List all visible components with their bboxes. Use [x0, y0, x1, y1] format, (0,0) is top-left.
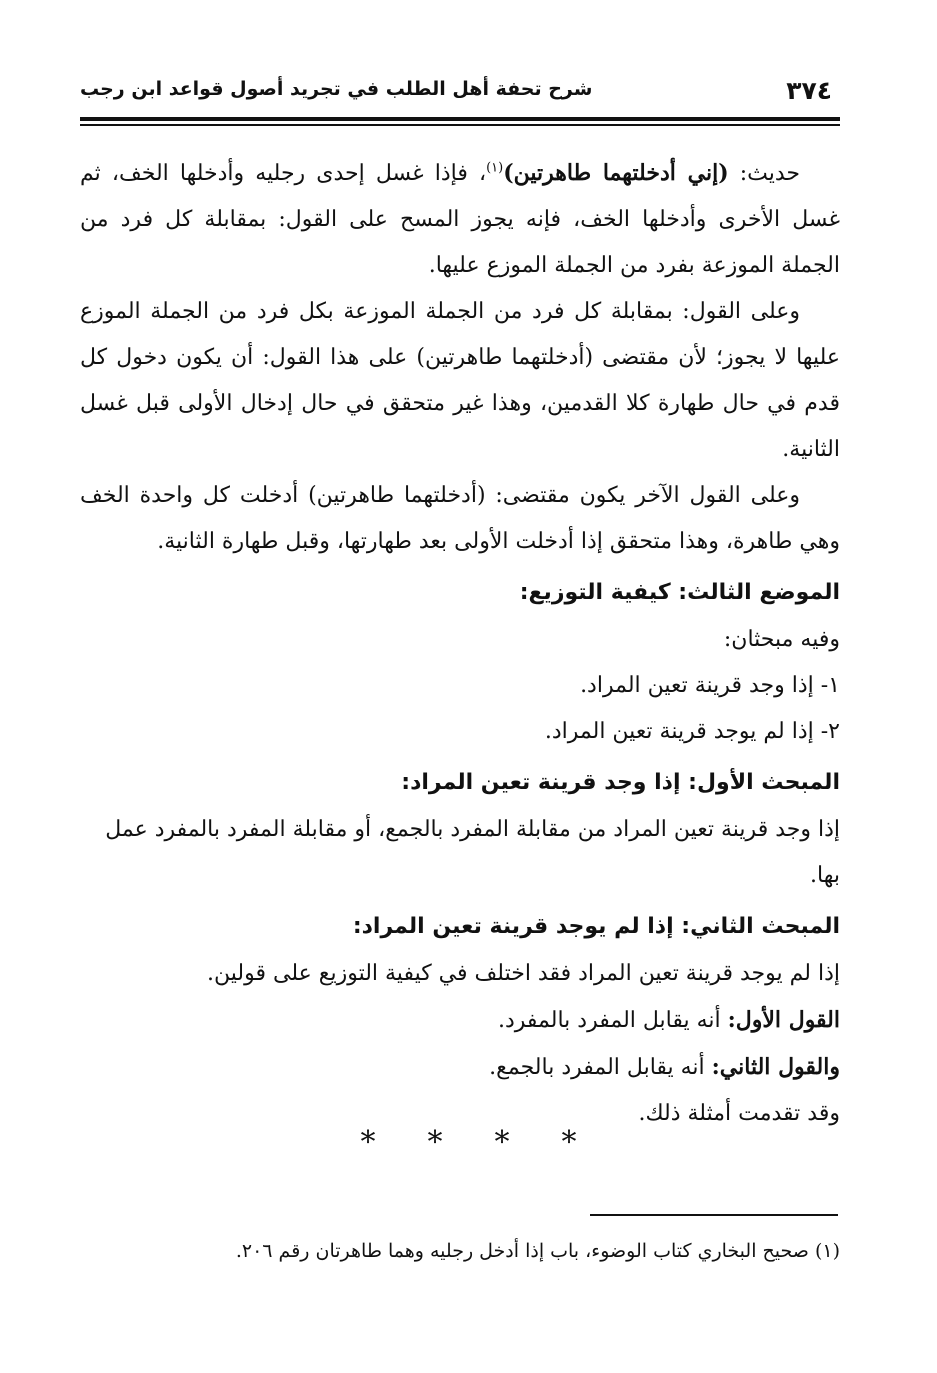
main-text: [80, 150, 840, 1137]
opinion-two-text: أنه يقابل المفرد بالجمع.: [489, 1055, 712, 1080]
heading-third-position: الموضع الثالث: كيفية التوزيع:: [519, 580, 840, 605]
opinion-one: [80, 997, 840, 1044]
paragraph-second-topic: إذا لم يوجد قرينة تعين المراد فقد اختلف في كيفية التوزيع على قولين.: [207, 961, 840, 986]
paragraph-other-view: وعلى القول الآخر يكون مقتضى: (أدخلتهما طاهرتين) أدخلت كل واحدة الخف وهي طاهرة، وهذا متحقق إذا أدخلت الأولى بعد طهارتها، وقبل طهارة الثانية.: [80, 483, 840, 554]
heading-second-topic: المبحث الثاني: إذا لم يوجد قرينة تعين المراد:: [352, 914, 840, 939]
paragraph-hadith: [80, 150, 840, 289]
footnote-rule: [590, 1214, 838, 1216]
section-separator: [0, 1125, 937, 1160]
header-rule-thin: [80, 124, 840, 126]
footnote: (١) صحيح البخاري كتاب الوضوء، باب إذا أدخل رجليه وهما طاهرتان رقم ٢٠٦.: [235, 1240, 840, 1262]
paragraph-second-view: وعلى القول: بمقابلة كل فرد من الجملة الموزعة بكل فرد من الجملة الموزع عليها لا يجوز؛ لأن مقتضى (أدخلتهما طاهرتين) على هذا القول: أن يكون دخول كل قدم في حال طهارة كلا القدمين، وهذا غير متحقق في حال إدخال الأولى قبل غسل الثانية.: [80, 299, 840, 462]
separator-star: *: [427, 1125, 443, 1160]
opinion-one-text: أنه يقابل المفرد بالمفرد.: [498, 1008, 728, 1033]
hadith-quote: (إني أدخلتهما طاهرتين): [503, 160, 729, 186]
opinion-one-label: القول الأول:: [727, 1007, 840, 1033]
separator-star: *: [360, 1125, 376, 1160]
header-rule-thick: [80, 117, 840, 121]
opinion-two: [80, 1044, 840, 1091]
paragraph-hadith-lead: حديث:: [728, 161, 800, 186]
separator-star: *: [561, 1125, 577, 1160]
paragraph-hadith-rest: ، فإذا غسل إحدى رجليه وأدخلها الخف، ثم غسل الأخرى وأدخلها الخف، فإنه يجوز المسح على القول: بمقابلة كل فرد من الجملة الموزعة بفرد من الجملة الموزع عليها.: [80, 161, 840, 278]
separator-star: *: [494, 1125, 510, 1160]
page-header: [80, 76, 840, 110]
intro-two-topics: وفيه مبحثان:: [723, 627, 840, 652]
page-number: ٣٧٤: [786, 76, 832, 105]
footnote-reference: (١): [486, 160, 504, 176]
running-title: شرح تحفة أهل الطلب في تجريد أصول قواعد ابن رجب: [80, 78, 593, 100]
closing-line: وقد تقدمت أمثلة ذلك.: [638, 1101, 840, 1126]
list-item-1: ١- إذا وجد قرينة تعين المراد.: [580, 673, 840, 698]
heading-first-topic: المبحث الأول: إذا وجد قرينة تعين المراد:: [401, 770, 840, 795]
opinion-two-label: والقول الثاني:: [711, 1054, 840, 1080]
list-item-2: ٢- إذا لم يوجد قرينة تعين المراد.: [544, 719, 840, 744]
paragraph-first-topic: إذا وجد قرينة تعين المراد من مقابلة المفرد بالجمع، أو مقابلة المفرد بالمفرد عمل بها.: [105, 817, 840, 888]
